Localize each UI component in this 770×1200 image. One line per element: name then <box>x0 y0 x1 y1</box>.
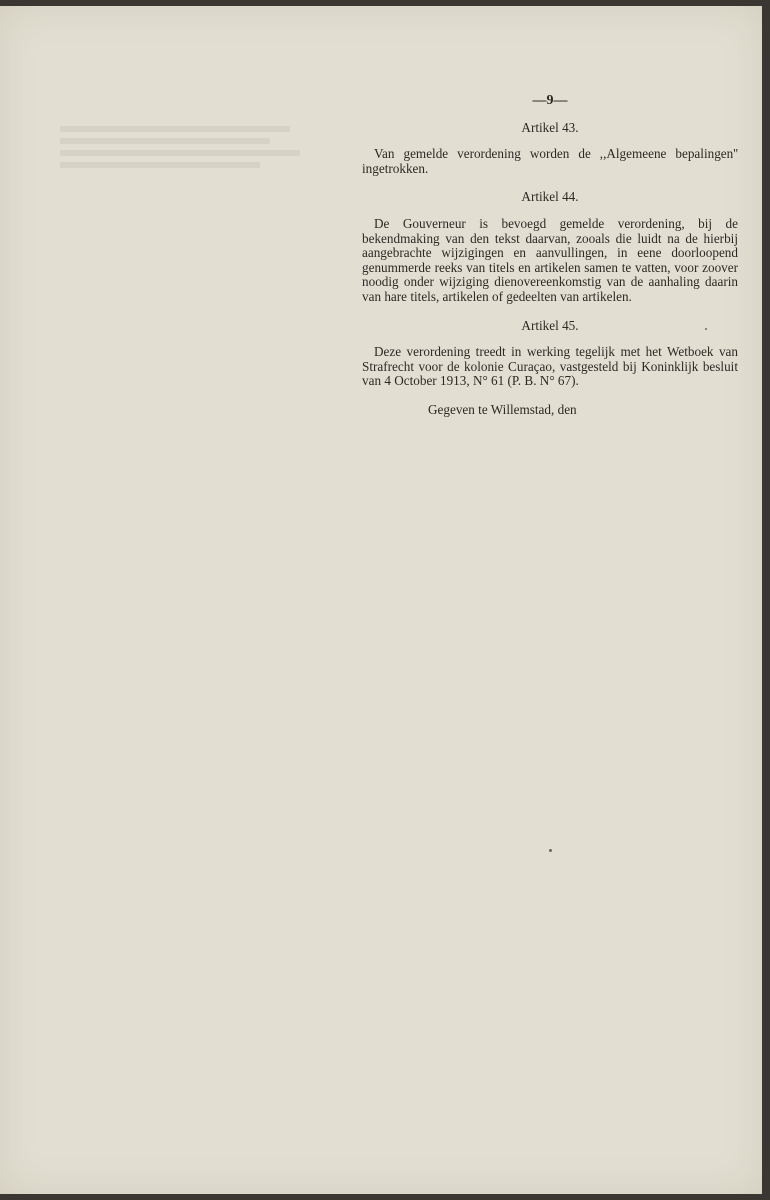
article-heading: Artikel 44. <box>521 189 579 205</box>
document-body <box>362 94 738 418</box>
ink-speck <box>549 849 552 852</box>
article-text: Van gemelde verordening worden de ,,Algemeene bepalingen'' ingetrokken. <box>362 146 738 176</box>
document-page <box>0 6 762 1194</box>
article-heading: Artikel 45. <box>521 317 579 333</box>
show-through-text <box>60 76 320 213</box>
article-heading: Artikel 43. <box>521 119 579 135</box>
ink-speck <box>705 328 707 330</box>
page-number: —9— <box>532 93 568 108</box>
article-text: Deze verordening treedt in werking tegelijk met het Wetboek van Strafrecht voor de kolonie Curaçao, vastgesteld bij Koninklijk besluit van 4 October 1913, N° 61 (P. B. N° 67). <box>362 344 738 389</box>
article-text: De Gouverneur is bevoegd gemelde verordening, bij de bekendmaking van den tekst daarvan, zooals die luidt na de hierbij aangebrachte wijzigingen en aanvullingen, in eene doorloopend genummerde reeks van titels en artikelen samen te vatten, voor zoover noodig onder wijziging dienovereenkomstig van de aanhaling daarin van hare titels, artikelen of gedeelten van artikelen. <box>362 215 738 304</box>
closing-line: Gegeven te Willemstad, den <box>428 401 577 417</box>
